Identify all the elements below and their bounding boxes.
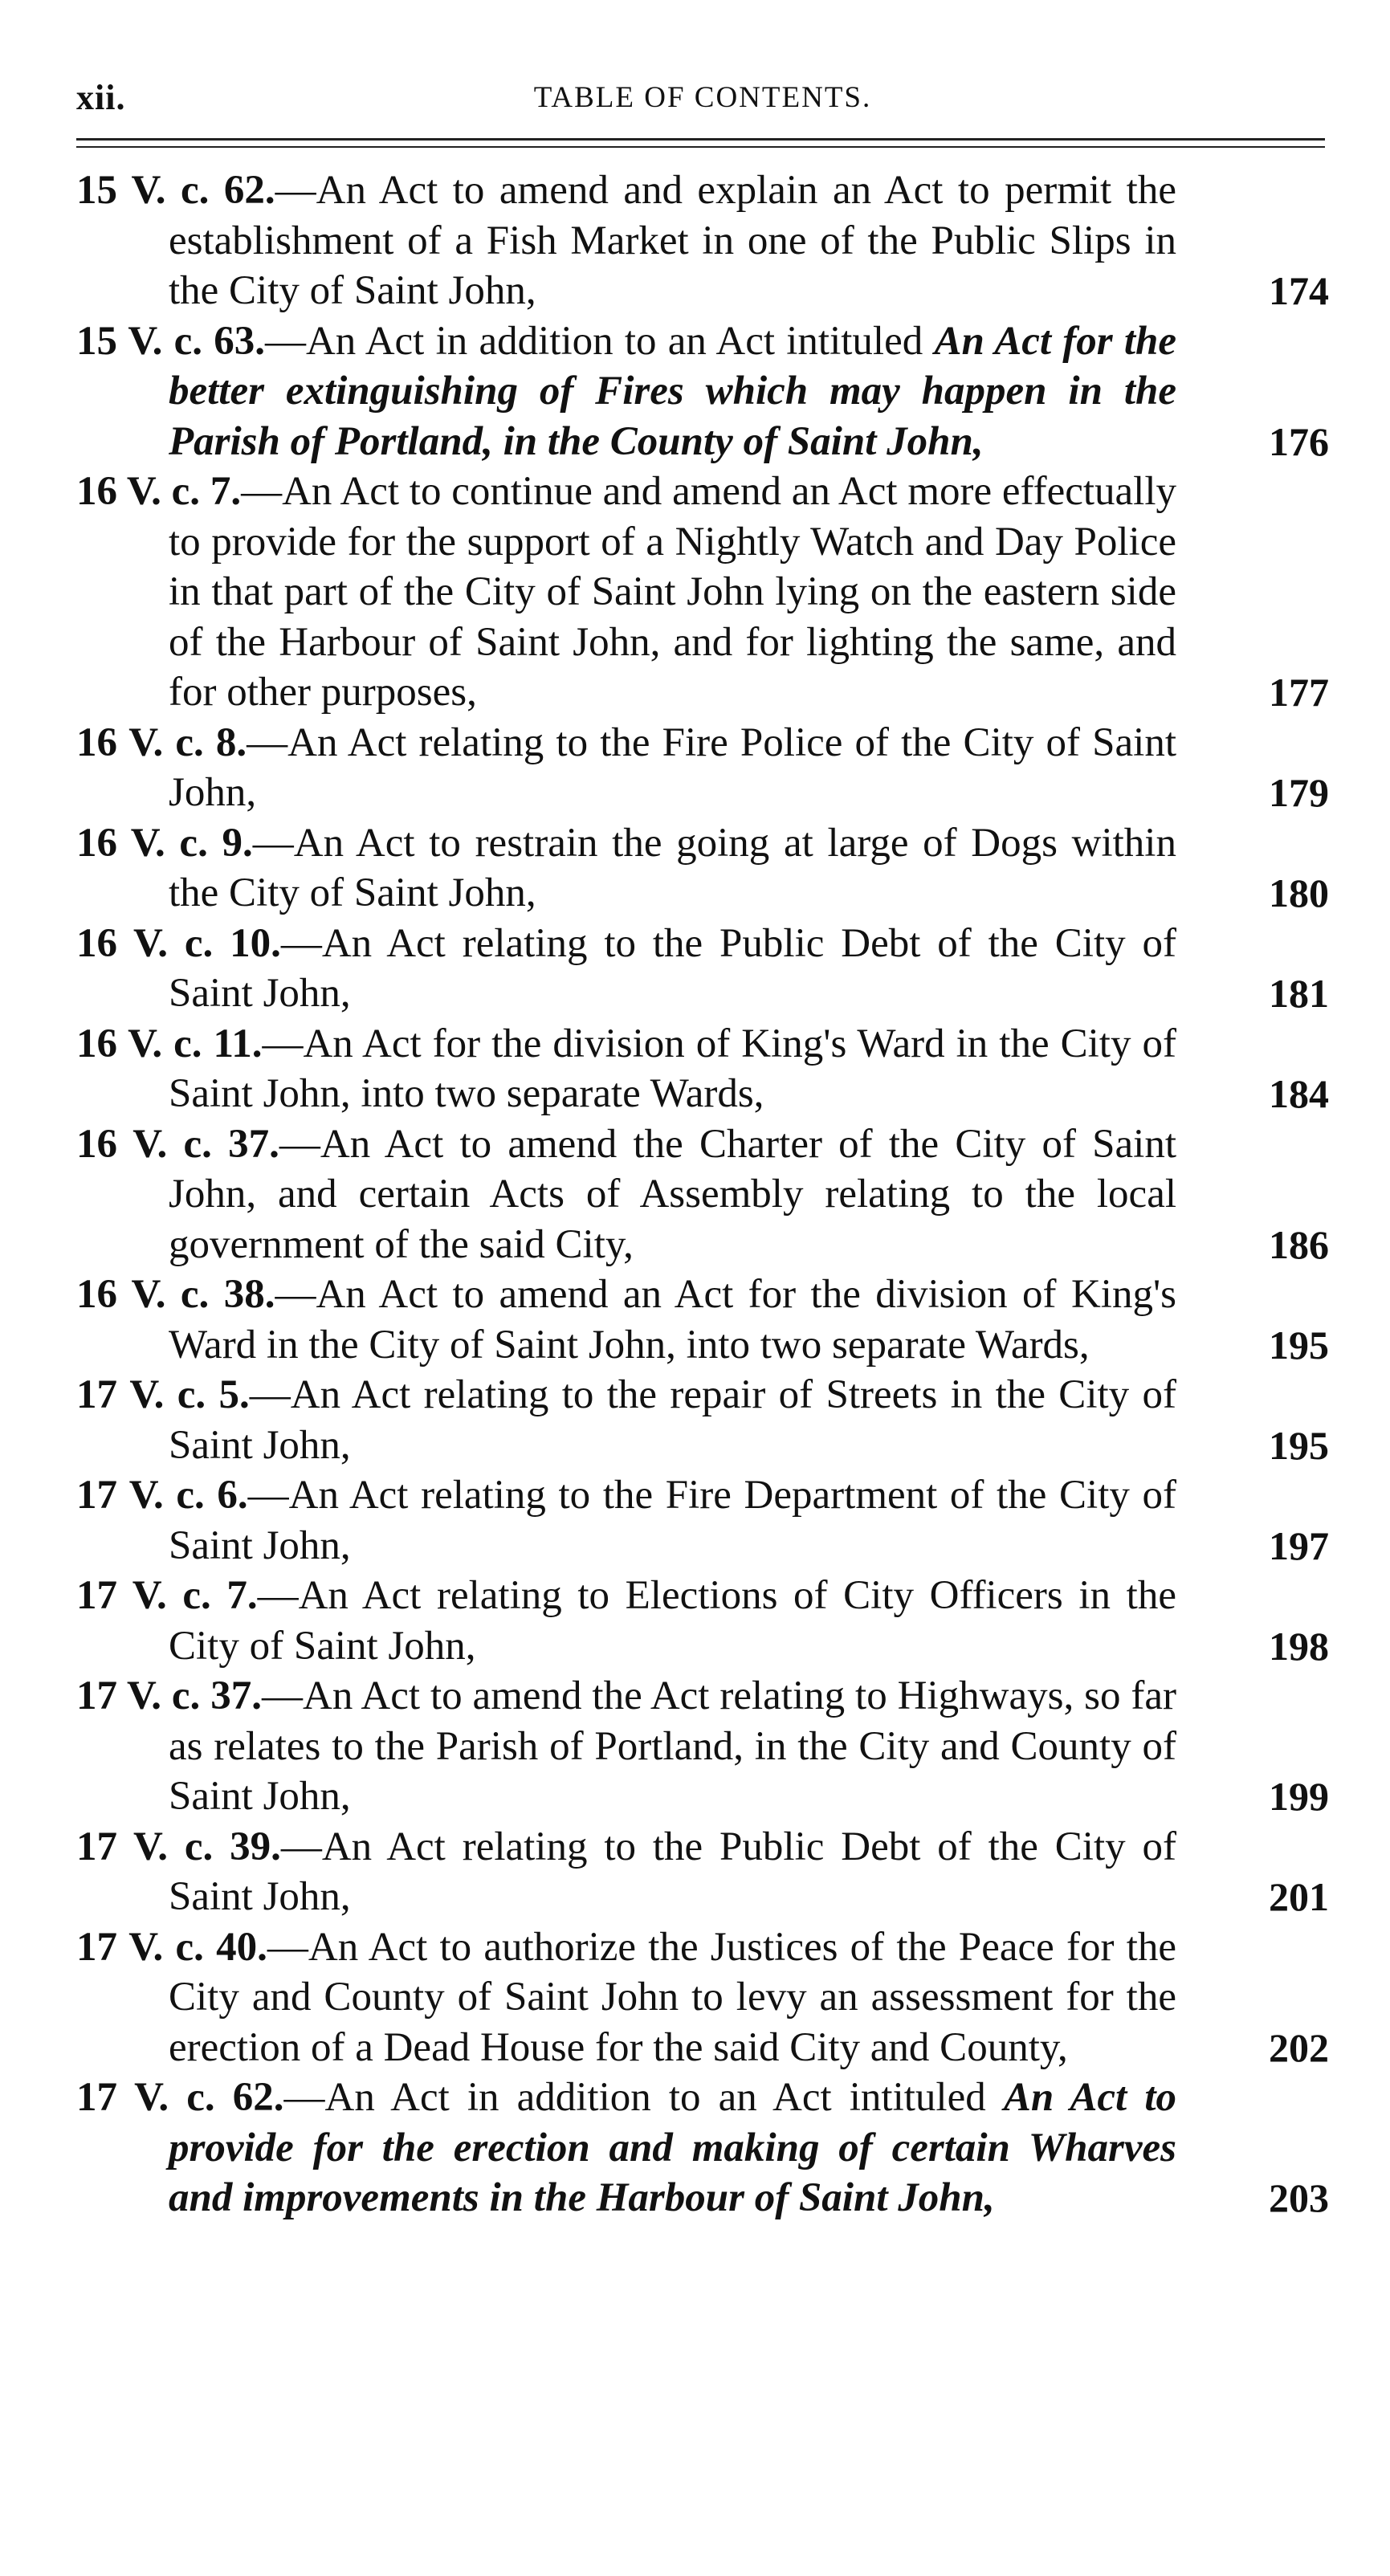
toc-entry xyxy=(76,316,1329,467)
act-reference: 17 V. c. 6. xyxy=(76,1473,248,1518)
page-reference: 176 xyxy=(1269,418,1329,464)
toc-entry xyxy=(76,718,1329,818)
page-reference: 186 xyxy=(1269,1221,1329,1267)
toc-entry xyxy=(76,1270,1329,1370)
act-description: —An Act to authorize the Justices of the Peace for the City and County of Saint John to levy an assessment for the erection of a Dead House for the said City and County, xyxy=(169,1924,1176,2070)
act-cited-title: An Act to provide for the erection and making of certain Wharves and improvements in the Harbour of Saint John, xyxy=(169,2075,1176,2220)
act-description: —An Act in addition to an Act intituled xyxy=(264,318,935,364)
act-description: —An Act to amend the Charter of the City of Saint John, and certain Acts of Assembly relating to the local government of the said City, xyxy=(169,1121,1176,1267)
toc-entry xyxy=(76,1922,1329,2073)
page-reference: 179 xyxy=(1269,770,1329,815)
table-of-contents xyxy=(76,165,1329,2223)
act-reference: 16 V. c. 7. xyxy=(76,469,242,514)
act-reference: 17 V. c. 39. xyxy=(76,1824,281,1869)
running-title: TABLE OF CONTENTS. xyxy=(533,81,872,114)
act-description: —An Act relating to the Public Debt of the City of Saint John, xyxy=(169,1824,1176,1919)
toc-entry xyxy=(76,165,1329,316)
page-reference: 195 xyxy=(1269,1422,1329,1468)
act-description: —An Act relating to Elections of City Officers in the City of Saint John, xyxy=(169,1573,1176,1669)
act-reference: 16 V. c. 11. xyxy=(76,1021,263,1066)
act-reference: 17 V. c. 40. xyxy=(76,1924,267,1970)
page-reference: 202 xyxy=(1269,2024,1329,2070)
act-cited-title: An Act for the better extinguishing of Fires which may happen in the Parish of Portland, in the County of Saint John, xyxy=(169,318,1177,464)
act-description: —An Act to amend an Act for the division of King's Ward in the City of Saint John, into two separate Wards, xyxy=(169,1272,1176,1367)
act-reference: 15 V. c. 62. xyxy=(76,168,275,213)
toc-entry xyxy=(76,1571,1329,1671)
page-reference: 177 xyxy=(1269,670,1329,715)
page-reference: 201 xyxy=(1269,1874,1329,1919)
toc-entry xyxy=(76,818,1329,919)
act-reference: 16 V. c. 38. xyxy=(76,1272,275,1317)
act-description: —An Act in addition to an Act intituled xyxy=(283,2075,1004,2120)
act-description: —An Act relating to the Fire Police of the City of Saint John, xyxy=(169,719,1176,815)
act-description: —An Act to continue and amend an Act more effectually to provide for the support of a Nightly Watch and Day Police in that part of the City of Saint John lying on the eastern side of the Harbour of Saint John, and for lighting the same, and for other purposes, xyxy=(169,469,1176,715)
act-description: —An Act relating to the repair of Streets in the City of Saint John, xyxy=(169,1372,1176,1468)
header-rule-bottom xyxy=(76,146,1325,148)
toc-entry xyxy=(76,1019,1329,1119)
page-reference: 195 xyxy=(1269,1322,1329,1367)
act-description: —An Act to amend and explain an Act to permit the establishment of a Fish Market in one of the Public Slips in the City of Saint John, xyxy=(169,168,1176,313)
page-number: xii. xyxy=(76,78,126,117)
act-description: —An Act to amend the Act relating to Highways, so far as relates to the Parish of Portland, in the City and County of Saint John, xyxy=(169,1673,1176,1819)
toc-entry xyxy=(76,467,1329,718)
header-rule-top xyxy=(76,138,1325,141)
toc-entry xyxy=(76,2073,1329,2223)
act-description: —An Act relating to the Fire Department of the City of Saint John, xyxy=(169,1473,1176,1568)
toc-entry xyxy=(76,1470,1329,1571)
page-reference: 198 xyxy=(1269,1623,1329,1669)
page-reference: 197 xyxy=(1269,1522,1329,1568)
act-reference: 16 V. c. 8. xyxy=(76,719,247,765)
page-reference: 203 xyxy=(1269,2175,1329,2220)
act-reference: 16 V. c. 37. xyxy=(76,1121,279,1167)
act-reference: 17 V. c. 37. xyxy=(76,1673,262,1718)
page-reference: 181 xyxy=(1269,971,1329,1016)
act-reference: 16 V. c. 9. xyxy=(76,820,253,866)
act-reference: 17 V. c. 7. xyxy=(76,1573,258,1618)
page-reference: 184 xyxy=(1269,1071,1329,1116)
act-reference: 17 V. c. 5. xyxy=(76,1372,250,1417)
act-reference: 15 V. c. 63. xyxy=(76,318,265,364)
act-description: —An Act to restrain the going at large of Dogs within the City of Saint John, xyxy=(169,820,1176,915)
page-header xyxy=(76,77,1329,117)
toc-entry xyxy=(76,1370,1329,1470)
act-description: —An Act relating to the Public Debt of the City of Saint John, xyxy=(169,920,1176,1016)
page-reference: 180 xyxy=(1269,870,1329,915)
toc-entry xyxy=(76,1822,1329,1922)
toc-entry xyxy=(76,1119,1329,1270)
page-reference: 174 xyxy=(1269,268,1329,313)
act-reference: 17 V. c. 62. xyxy=(76,2075,284,2120)
act-description: —An Act for the division of King's Ward in the City of Saint John, into two separate Wards, xyxy=(169,1021,1176,1116)
toc-entry xyxy=(76,919,1329,1019)
act-reference: 16 V. c. 10. xyxy=(76,920,281,966)
page-reference: 199 xyxy=(1269,1774,1329,1819)
toc-entry xyxy=(76,1671,1329,1822)
